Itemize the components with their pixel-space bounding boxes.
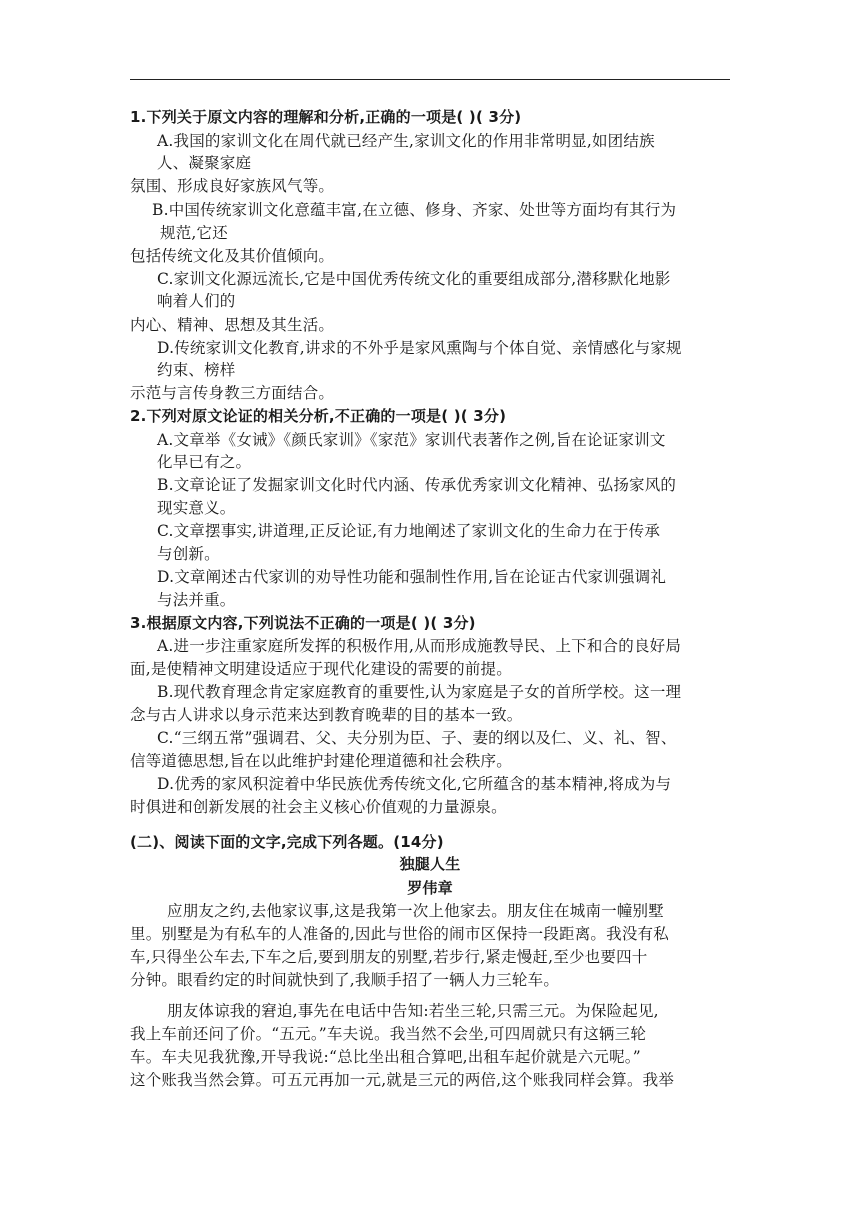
text-line: C.“三纲五常”强调君、父、夫分别为臣、子、妻的纲以及仁、义、礼、智、 bbox=[157, 729, 677, 747]
text-line: D.优秀的家风积淀着中华民族优秀传统文化,它所蕴含的基本精神,将成为与 bbox=[157, 775, 672, 793]
text-line: 朋友体谅我的窘迫,事先在电话中告知:若坐三轮,只需三元。为保险起见, bbox=[167, 1002, 659, 1020]
text-line: 信等道德思想,旨在以此维护封建伦理道德和社会秩序。 bbox=[130, 752, 512, 770]
text-line: 应朋友之约,去他家议事,这是我第一次上他家去。朋友住在城南一幢别墅 bbox=[167, 902, 664, 920]
text-line: 车,只得坐公车去,下车之后,要到朋友的别墅,若步行,紧走慢赶,至少也要四十 bbox=[130, 948, 648, 966]
question-line: 3.根据原文内容,下列说法不正确的一项是( )( 3分) bbox=[130, 614, 476, 632]
text-line: 车。车夫见我犹豫,开导我说:“总比坐出租合算吧,出租车起价就是六元呢。” bbox=[130, 1048, 641, 1066]
text-line: 面,是使精神文明建设适应于现代化建设的需要的前提。 bbox=[130, 660, 512, 678]
text-line: C.文章摆事实,讲道理,正反论证,有力地阐述了家训文化的生命力在于传承 bbox=[157, 522, 661, 540]
text-line: B.文章论证了发掘家训文化时代内涵、传承优秀家训文化精神、弘扬家风的 bbox=[157, 476, 677, 494]
text-line: B.中国传统家训文化意蕴丰富,在立德、修身、齐家、处世等方面均有其行为 bbox=[152, 201, 677, 219]
text-line: 里。别墅是为有私车的人准备的,因此与世俗的闹市区保持一段距离。我没有私 bbox=[130, 925, 669, 943]
text-line: A.进一步注重家庭所发挥的积极作用,从而形成施教导民、上下和合的良好局 bbox=[157, 637, 682, 655]
text-line: 人、凝聚家庭 bbox=[157, 154, 252, 172]
title-line: 罗伟章 bbox=[407, 879, 453, 897]
text-line: 约束、榜样 bbox=[157, 361, 236, 379]
text-line: 氛围、形成良好家族风气等。 bbox=[130, 177, 335, 195]
text-line: 分钟。眼看约定的时间就快到了,我顺手招了一辆人力三轮车。 bbox=[130, 971, 560, 989]
text-line: 时俱进和创新发展的社会主义核心价值观的力量源泉。 bbox=[130, 798, 507, 816]
text-line: D.文章阐述古代家训的劝导性功能和强制性作用,旨在论证古代家训强调礼 bbox=[157, 568, 667, 586]
text-line: 与创新。 bbox=[157, 545, 220, 563]
text-line: A.文章举《女诫》《颜氏家训》《家范》家训代表著作之例,旨在论证家训文 bbox=[157, 431, 666, 449]
header-rule bbox=[130, 79, 730, 80]
text-line: B.现代教育理念肯定家庭教育的重要性,认为家庭是子女的首所学校。这一理 bbox=[157, 683, 682, 701]
text-line: 念与古人讲求以身示范来达到教育晚辈的目的基本一致。 bbox=[130, 706, 523, 724]
text-line: 化早已有之。 bbox=[157, 453, 252, 471]
text-line: 规范,它还 bbox=[160, 224, 228, 242]
text-line: C.家训文化源远流长,它是中国优秀传统文化的重要组成部分,潜移默化地影 bbox=[157, 270, 671, 288]
text-line: 示范与言传身教三方面结合。 bbox=[130, 384, 335, 402]
text-line: 响着人们的 bbox=[157, 292, 236, 310]
text-line: 现实意义。 bbox=[157, 499, 236, 517]
text-line: 我上车前还问了价。“五元。”车夫说。我当然不会坐,可四周就只有这辆三轮 bbox=[130, 1025, 647, 1043]
question-line: 2.下列对原文论证的相关分析,不正确的一项是( )( 3分) bbox=[130, 407, 507, 425]
title-line: 独腿人生 bbox=[399, 855, 461, 873]
text-line: 包括传统文化及其价值倾向。 bbox=[130, 247, 335, 265]
text-line: 与法并重。 bbox=[157, 591, 236, 609]
text-line: 内心、精神、思想及其生活。 bbox=[130, 316, 335, 334]
question-line: 1.下列关于原文内容的理解和分析,正确的一项是( )( 3分) bbox=[130, 108, 522, 126]
text-line: 这个账我当然会算。可五元再加一元,就是三元的两倍,这个账我同样会算。我举 bbox=[130, 1071, 675, 1089]
section-heading: (二)、阅读下面的文字,完成下列各题。(14分) bbox=[130, 833, 444, 851]
text-line: D.传统家训文化教育,讲求的不外乎是家风熏陶与个体自觉、亲情感化与家规 bbox=[157, 339, 682, 357]
text-line: A.我国的家训文化在周代就已经产生,家训文化的作用非常明显,如团结族 bbox=[157, 132, 655, 150]
